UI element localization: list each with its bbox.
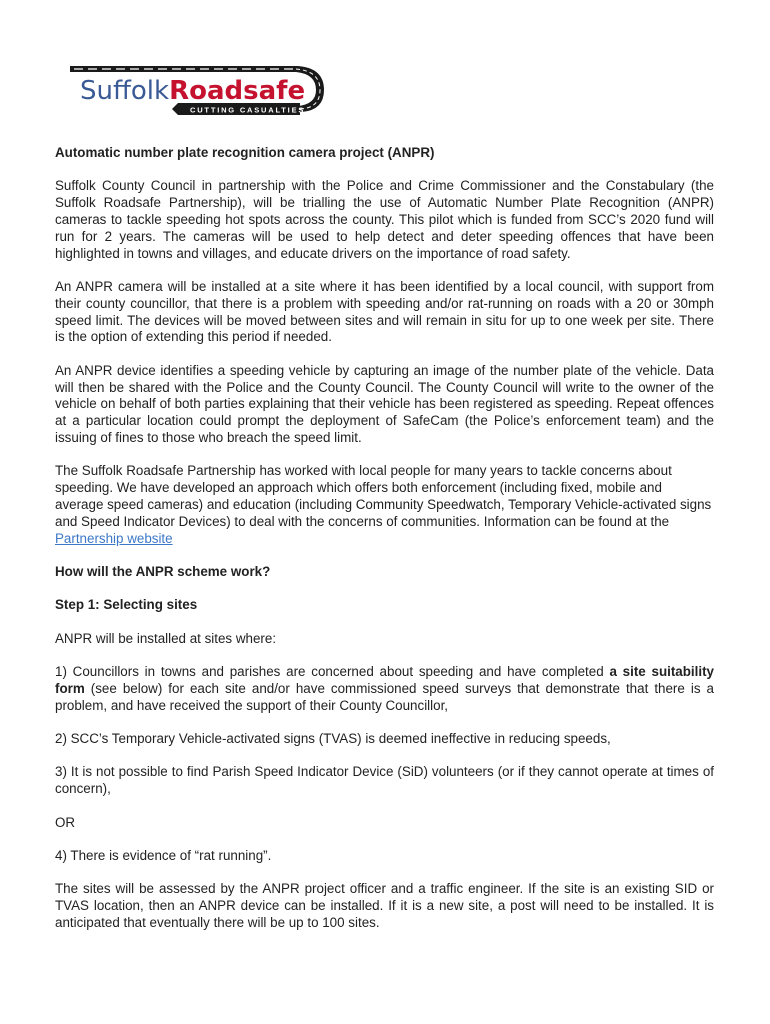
logo-suffolk-text: Suffolk bbox=[80, 76, 170, 106]
installation-paragraph: An ANPR camera will be installed at a site where it has been identified by a local council, with support from their county councillor, that there is a problem with speeding and/or rat-running on roads with a 20 or 30mph speed limit. The devices will be moved between sites and will remain in situ for up to one week per site. There is the option of extending this period if needed. bbox=[55, 278, 714, 345]
sites-intro: ANPR will be installed at sites where: bbox=[55, 630, 277, 646]
intro-paragraph: Suffolk County Council in partnership with the Police and Crime Commissioner and the Constabulary (the Suffolk Roadsafe Partnership), will be trialling the use of Automatic Number Plate Recognition (ANPR) cameras to tackle speeding hot spots across the county. This pilot which is funded from SCC’s 2020 fund will run for 2 years. The cameras will be used to help detect and deter speeding offences that have been highlighted in towns and villages, and educate drivers on the importance of road safety. bbox=[55, 178, 714, 261]
criterion-4: 4) There is evidence of “rat running”. bbox=[55, 848, 272, 864]
site-suitability-form-text: a site suitability form bbox=[55, 664, 715, 696]
assessment-paragraph: The sites will be assessed by the ANPR project officer and a traffic engineer. If the site is an existing SID or TVAS location, then an ANPR device can be installed. If it is a new site, a post will need to be installed. It is anticipated that eventually there will be up to 100 sites. bbox=[55, 881, 714, 931]
partnership-website-link[interactable]: Partnership website bbox=[55, 530, 173, 546]
partnership-text: The Suffolk Roadsafe Partnership has worked with local people for many years to tackle concerns about speeding. We have developed an approach which offers both enforcement (including fixed, mobile and average speed cameras) and education (including Community Speedwatch, Temporary Vehicle-activated signs and Speed Indicator Devices) to deal with the concerns of communities. Information can be found at the bbox=[55, 463, 712, 529]
criterion-1-text-after: (see below) for each site and/or have commissioned speed surveys that demonstrate that there is a problem, and have received the support of their County Councillor, bbox=[55, 680, 714, 713]
device-paragraph: An ANPR device identifies a speeding vehicle by capturing an image of the number plate of the vehicle. Data will then be shared with the Police and the County Council. The County Council will write to the owner of the vehicle on behalf of both parties explaining that their vehicle has been registered as speeding. Repeat offences at a particular location could prompt the deployment of SafeCam (the Police’s enforcement team) and the issuing of fines to those who breach the speed limit. bbox=[55, 362, 714, 445]
partnership-paragraph bbox=[55, 463, 714, 547]
criterion-2: 2) SCC’s Temporary Vehicle-activated signs (TVAS) is deemed ineffective in reducing speeds, bbox=[55, 731, 611, 747]
criterion-1-text-before: 1) Councillors in towns and parishes are concerned about speeding and have completed bbox=[55, 664, 610, 680]
logo-graphic bbox=[66, 60, 328, 122]
logo-tagline: CUTTING CASUALTIES bbox=[190, 105, 306, 115]
document-title: Automatic number plate recognition camera project (ANPR) bbox=[55, 145, 435, 160]
scheme-heading: How will the ANPR scheme work? bbox=[55, 563, 271, 579]
logo-roadsafe-text: Roadsafe bbox=[169, 76, 306, 106]
step1-heading: Step 1: Selecting sites bbox=[55, 597, 198, 613]
document-body bbox=[55, 145, 714, 948]
criterion-3: 3) It is not possible to find Parish Speed Indicator Device (SiD) volunteers (or if they cannot operate at times of concern), bbox=[55, 764, 714, 797]
suffolk-roadsafe-logo bbox=[66, 60, 328, 122]
criterion-1 bbox=[55, 664, 714, 714]
logo-wordmark bbox=[80, 76, 305, 106]
or-separator: OR bbox=[55, 814, 76, 830]
